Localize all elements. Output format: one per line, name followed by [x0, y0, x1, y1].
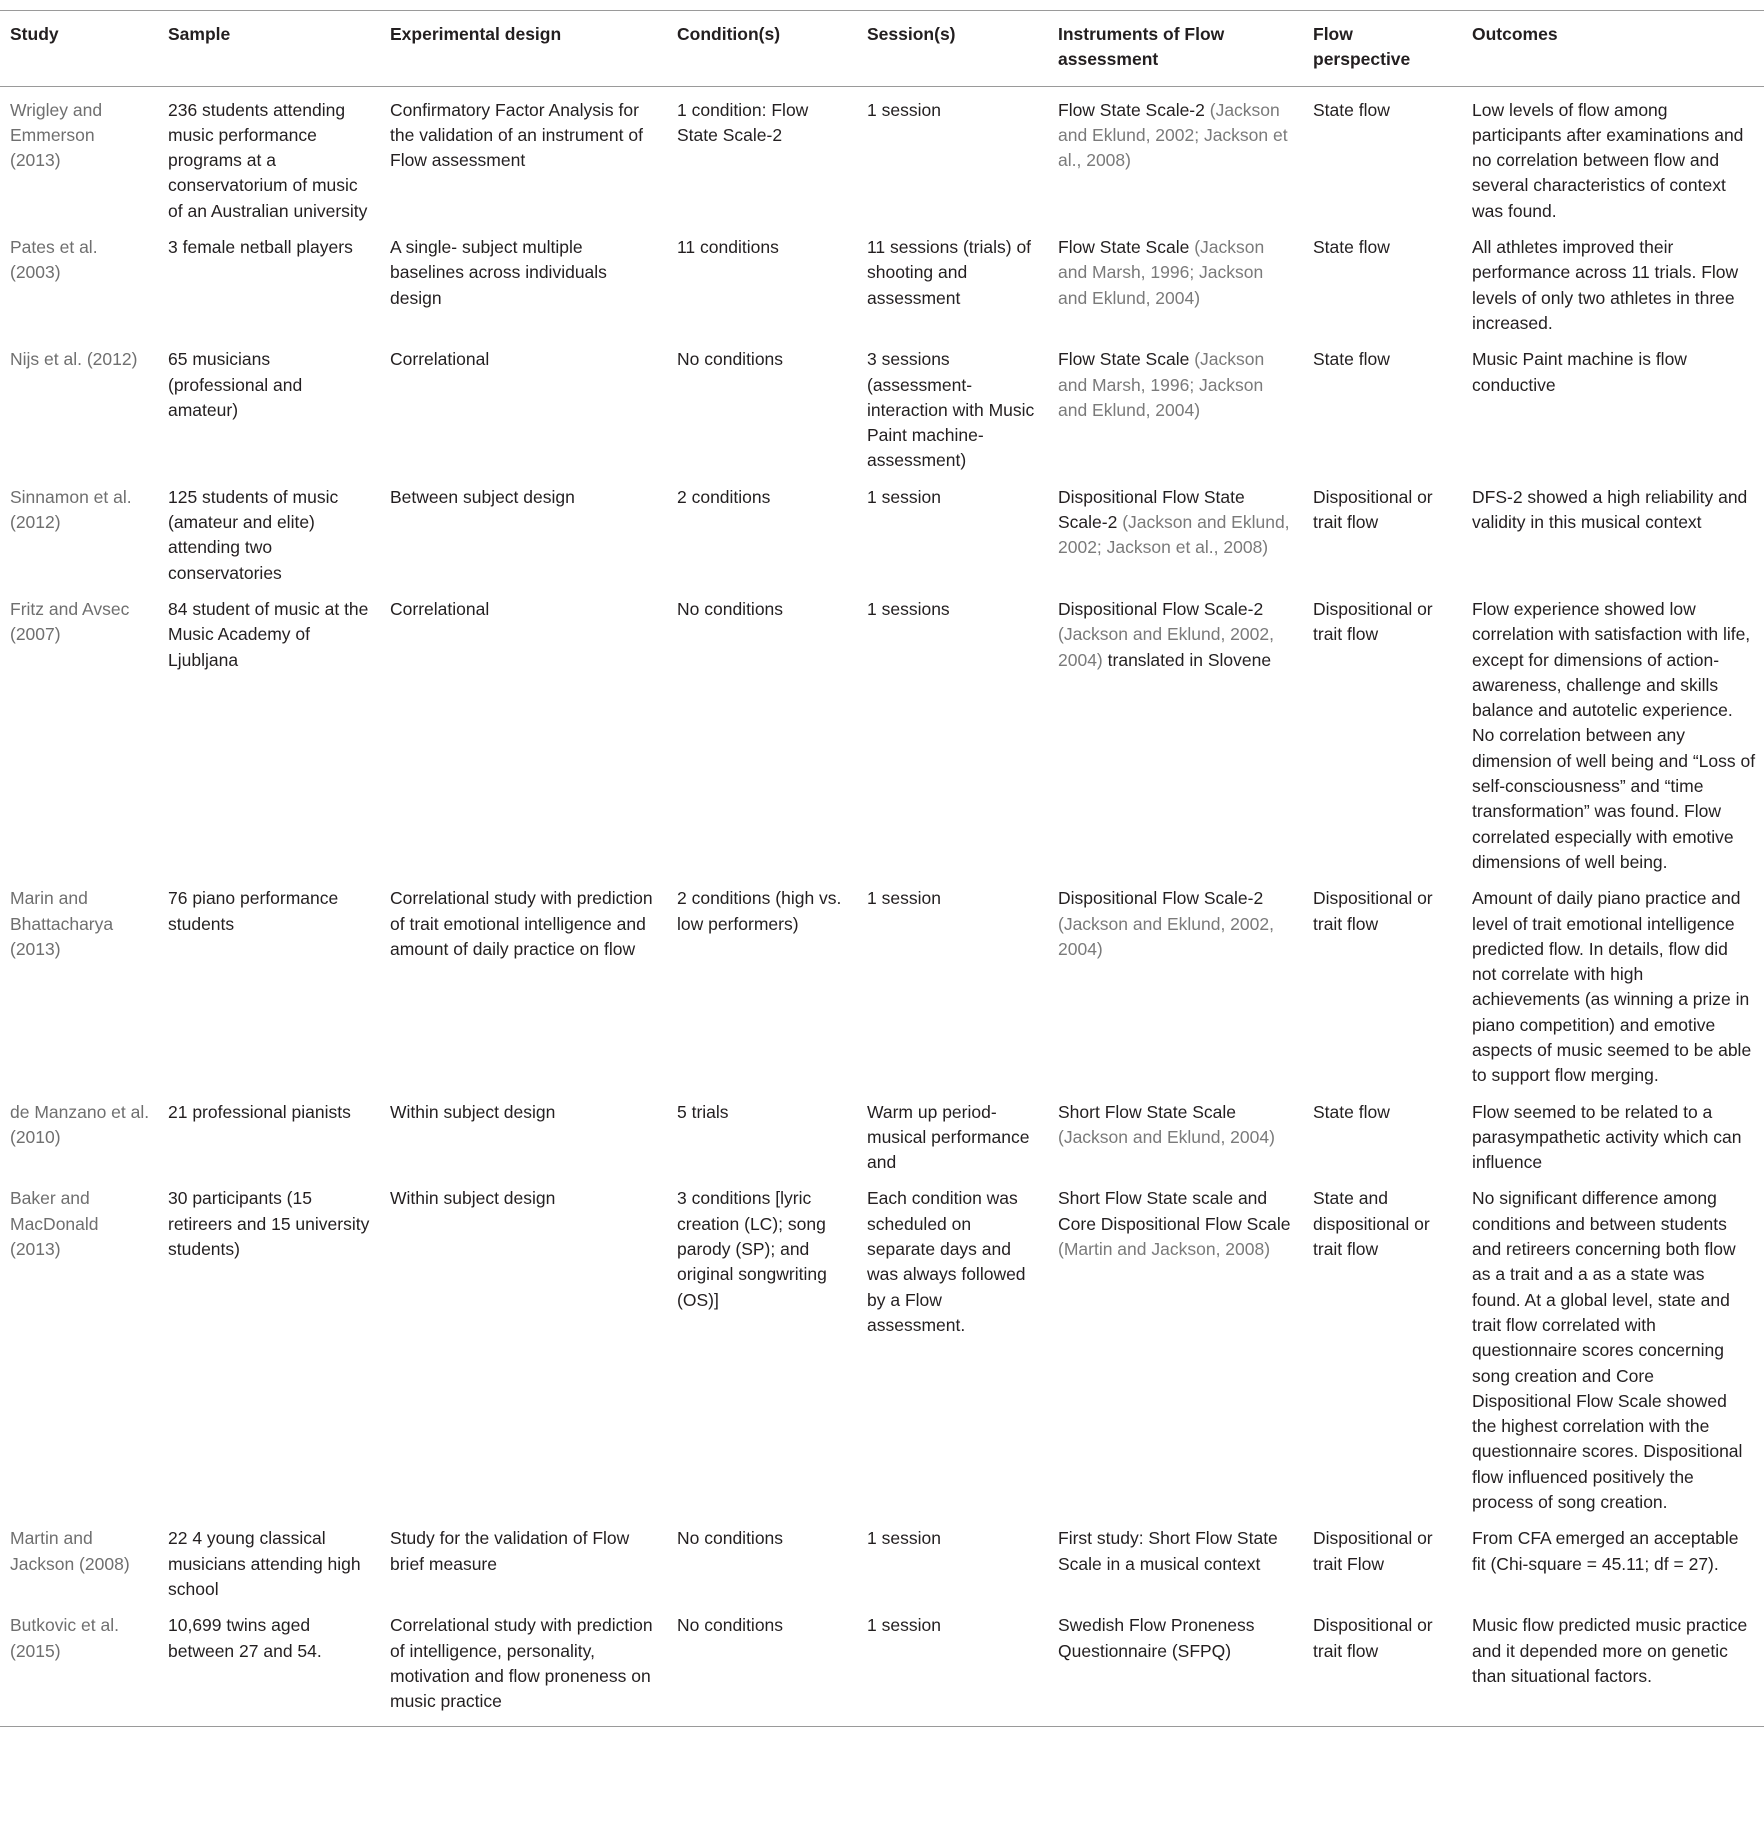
study-cell[interactable]: de Manzano et al. (2010): [10, 1101, 150, 1147]
instrument-reference[interactable]: (Jackson and Marsh, 1996; Jackson and Eklund, 2004): [1058, 237, 1265, 308]
conditions-cell: No conditions: [677, 349, 784, 370]
conditions-cell: 2 conditions: [677, 486, 771, 507]
perspective-cell: Dispositional or trait Flow: [1313, 1528, 1433, 1574]
conditions-cell: 5 trials: [677, 1101, 729, 1122]
instrument-cell: [1048, 875, 1303, 1088]
conditions-cell: No conditions: [677, 1615, 784, 1636]
header-sessions: Session(s): [857, 11, 1048, 87]
sessions-cell: [857, 1089, 1048, 1176]
design-cell: Within subject design: [390, 1101, 556, 1122]
outcomes-cell: No significant difference among conditions and between students and retireers concerning both flow as a trait and a as a state was found. At a global level, state and trait flow correlated with questionnaire scores concerning song creation and Core Dispositional Flow Scale showed the highest correlation with the questionnaire scores. Dispositional flow influenced positively the process of song creation.: [1472, 1188, 1743, 1513]
study-cell[interactable]: Martin and Jackson (2008): [10, 1528, 130, 1574]
conditions-cell: 1 condition: Flow State Scale-2: [677, 99, 809, 145]
design-cell: Correlational study with prediction of intelligence, personality, motivation and flow proneness on music practice: [390, 1615, 653, 1712]
conditions-cell: No conditions: [677, 598, 784, 619]
study-cell[interactable]: Wrigley and Emmerson (2013): [10, 99, 103, 171]
sample-cell: 10,699 twins aged between 27 and 54.: [168, 1615, 322, 1661]
conditions-cell: No conditions: [677, 1528, 784, 1549]
design-cell: Correlational: [390, 598, 490, 619]
instrument-reference[interactable]: (Jackson and Eklund, 2002; Jackson et al., 2008): [1058, 512, 1290, 558]
design-cell: A single- subject multiple baselines across individuals design: [390, 237, 607, 308]
instrument-reference[interactable]: (Jackson and Eklund, 2004): [1058, 1126, 1275, 1147]
sample-cell: 65 musicians (professional and amateur): [168, 349, 303, 420]
sessions-cell: 1 session: [867, 486, 941, 507]
instrument-name: Swedish Flow Proneness Questionnaire (SFPQ): [1058, 1615, 1255, 1661]
perspective-cell: Dispositional or trait flow: [1313, 888, 1433, 934]
sessions-cell: 1 session: [867, 888, 941, 909]
sessions-cell: 3 sessions (assessment-interaction with Music Paint machine-assessment): [867, 349, 1035, 471]
outcomes-cell: Music Paint machine is flow conductive: [1472, 349, 1687, 395]
table-row: [0, 86, 1764, 224]
table-row: [0, 224, 1764, 336]
outcomes-cell: DFS-2 showed a high reliability and validity in this musical context: [1472, 486, 1748, 533]
table-row: [0, 1175, 1764, 1515]
outcomes-cell: Flow experience showed low correlation with satisfaction with life, except for dimensions of action-awareness, challenge and skills balance and autotelic experience. No correlation between any dimension of well being and “Loss of self-consciousness” and “time transformation” was found. Flow correlated especially with emotive dimensions of well being.: [1472, 598, 1756, 872]
header-sample: Sample: [158, 11, 380, 87]
studies-table: [0, 10, 1764, 1727]
table-row: [0, 586, 1764, 875]
table-row: [0, 875, 1764, 1088]
table-row: [0, 1089, 1764, 1176]
instrument-note: translated in Slovene: [1107, 649, 1272, 670]
study-cell[interactable]: Sinnamon et al. (2012): [10, 486, 132, 533]
outcomes-cell: Low levels of flow among participants after examinations and no correlation between flow and several characteristics of context was found.: [1472, 99, 1744, 221]
sessions-cell: Each condition was scheduled on separate days and was always followed by a Flow assessment.: [867, 1188, 1026, 1335]
perspective-cell: State flow: [1313, 1101, 1390, 1122]
perspective-cell: State and dispositional or trait flow: [1313, 1188, 1430, 1260]
instrument-cell: [1048, 586, 1303, 875]
header-outcomes: Outcomes: [1462, 11, 1764, 87]
study-cell[interactable]: Pates et al. (2003): [10, 237, 98, 283]
header-conditions: Condition(s): [667, 11, 857, 87]
instrument-name: Dispositional Flow Scale-2: [1058, 888, 1264, 909]
sample-cell: 21 professional pianists: [168, 1101, 351, 1122]
sample-cell: 125 students of music (amateur and elite) attending two conservatories: [168, 486, 339, 583]
instrument-name: Flow State Scale: [1058, 349, 1190, 370]
instrument-reference[interactable]: (Jackson and Eklund, 2002, 2004): [1058, 624, 1274, 670]
instrument-cell: [1048, 86, 1303, 224]
sessions-cell: 1 session: [867, 1528, 941, 1549]
perspective-cell: Dispositional or trait flow: [1313, 598, 1433, 645]
design-cell: Study for the validation of Flow brief measure: [390, 1528, 630, 1574]
table-row: [0, 1602, 1764, 1727]
study-cell[interactable]: Marin and Bhattacharya (2013): [10, 888, 114, 959]
sessions-cell: 1 session: [867, 1615, 941, 1636]
sessions-text: Warm up period-musical performance and: [867, 1101, 1030, 1173]
outcomes-cell: Flow seemed to be related to a parasympathetic activity which can influence: [1472, 1101, 1742, 1173]
design-cell: Confirmatory Factor Analysis for the validation of an instrument of Flow assessment: [390, 99, 643, 171]
table-row: [0, 336, 1764, 473]
outcomes-cell: Music flow predicted music practice and it depended more on genetic than situational factors.: [1472, 1615, 1748, 1686]
instrument-name: Flow State Scale-2: [1058, 99, 1205, 120]
conditions-cell: 3 conditions [lyric creation (LC); song parody (SP); and original songwriting (OS)]: [677, 1188, 827, 1310]
instrument-cell: [1048, 1175, 1303, 1515]
perspective-cell: State flow: [1313, 237, 1390, 258]
table-body: [0, 86, 1764, 1727]
outcomes-cell: Amount of daily piano practice and level of trait emotional intelligence predicted flow. In details, flow did not correlate with high achievements (as winning a prize in piano competition) and emotive aspects of music seemed to be able to support flow merging.: [1472, 888, 1752, 1086]
study-cell[interactable]: Fritz and Avsec (2007): [10, 598, 130, 645]
instrument-name: Short Flow State Scale: [1058, 1101, 1236, 1122]
header-design: Experimental design: [380, 11, 667, 87]
sessions-cell: 1 session: [867, 99, 941, 120]
header-study: Study: [0, 11, 158, 87]
table-row: [0, 1515, 1764, 1602]
design-cell: Within subject design: [390, 1188, 556, 1209]
conditions-cell: 2 conditions (high vs. low performers): [677, 888, 842, 934]
perspective-cell: Dispositional or trait flow: [1313, 486, 1433, 533]
sample-cell: 30 participants (15 retireers and 15 university students): [168, 1188, 370, 1260]
design-cell: Correlational: [390, 349, 490, 370]
instrument-reference[interactable]: (Jackson and Eklund, 2002, 2004): [1058, 913, 1274, 959]
instrument-name: Dispositional Flow Scale-2: [1058, 598, 1264, 619]
instrument-name: Flow State Scale: [1058, 237, 1190, 258]
instrument-cell: [1048, 1602, 1303, 1727]
design-cell: Between subject design: [390, 486, 575, 507]
sessions-cell: 11 sessions (trials) of shooting and assessment: [867, 237, 1032, 308]
instrument-name: First study: Short Flow State Scale in a musical context: [1058, 1528, 1278, 1574]
instrument-cell: [1048, 336, 1303, 473]
outcomes-cell: From CFA emerged an acceptable fit (Chi-square = 45.11; df = 27).: [1472, 1528, 1739, 1574]
instrument-cell: [1048, 1089, 1303, 1176]
instrument-cell: [1048, 1515, 1303, 1602]
instrument-name: Short Flow State scale and Core Dispositional Flow Scale: [1058, 1188, 1291, 1234]
header-perspective: Flow perspective: [1303, 11, 1462, 87]
conditions-cell: 11 conditions: [677, 237, 779, 258]
study-cell[interactable]: Nijs et al. (2012): [10, 349, 138, 370]
design-cell: Correlational study with prediction of trait emotional intelligence and amount of daily practice on flow: [390, 888, 653, 959]
outcomes-cell: All athletes improved their performance across 11 trials. Flow levels of only two athletes in three increased.: [1472, 237, 1739, 333]
instrument-reference[interactable]: (Jackson and Eklund, 2002; Jackson et al., 2008): [1058, 99, 1288, 171]
sample-cell: 76 piano performance students: [168, 888, 339, 934]
sample-cell: 236 students attending music performance programs at a conservatorium of music of an Australian university: [168, 99, 368, 221]
instrument-name: Dispositional Flow State Scale-2: [1058, 486, 1245, 533]
header-instruments: Instruments of Flow assessment: [1048, 11, 1303, 87]
instrument-cell: [1048, 474, 1303, 586]
instrument-reference[interactable]: (Jackson and Marsh, 1996; Jackson and Eklund, 2004): [1058, 349, 1265, 420]
sample-cell: 22 4 young classical musicians attending high school: [168, 1528, 361, 1599]
study-cell[interactable]: Butkovic et al. (2015): [10, 1615, 119, 1661]
perspective-cell: Dispositional or trait flow: [1313, 1615, 1433, 1661]
instrument-reference[interactable]: (Martin and Jackson, 2008): [1058, 1239, 1271, 1260]
study-cell[interactable]: Baker and MacDonald (2013): [10, 1188, 99, 1260]
table-row: [0, 474, 1764, 586]
table-header: [0, 11, 1764, 87]
perspective-cell: State flow: [1313, 99, 1390, 120]
header-row: [0, 11, 1764, 87]
sample-cell: 3 female netball players: [168, 237, 353, 258]
perspective-cell: State flow: [1313, 349, 1390, 370]
sample-cell: 84 student of music at the Music Academy of Ljubljana: [168, 598, 369, 670]
instrument-cell: [1048, 224, 1303, 336]
sessions-cell: 1 sessions: [867, 598, 950, 619]
